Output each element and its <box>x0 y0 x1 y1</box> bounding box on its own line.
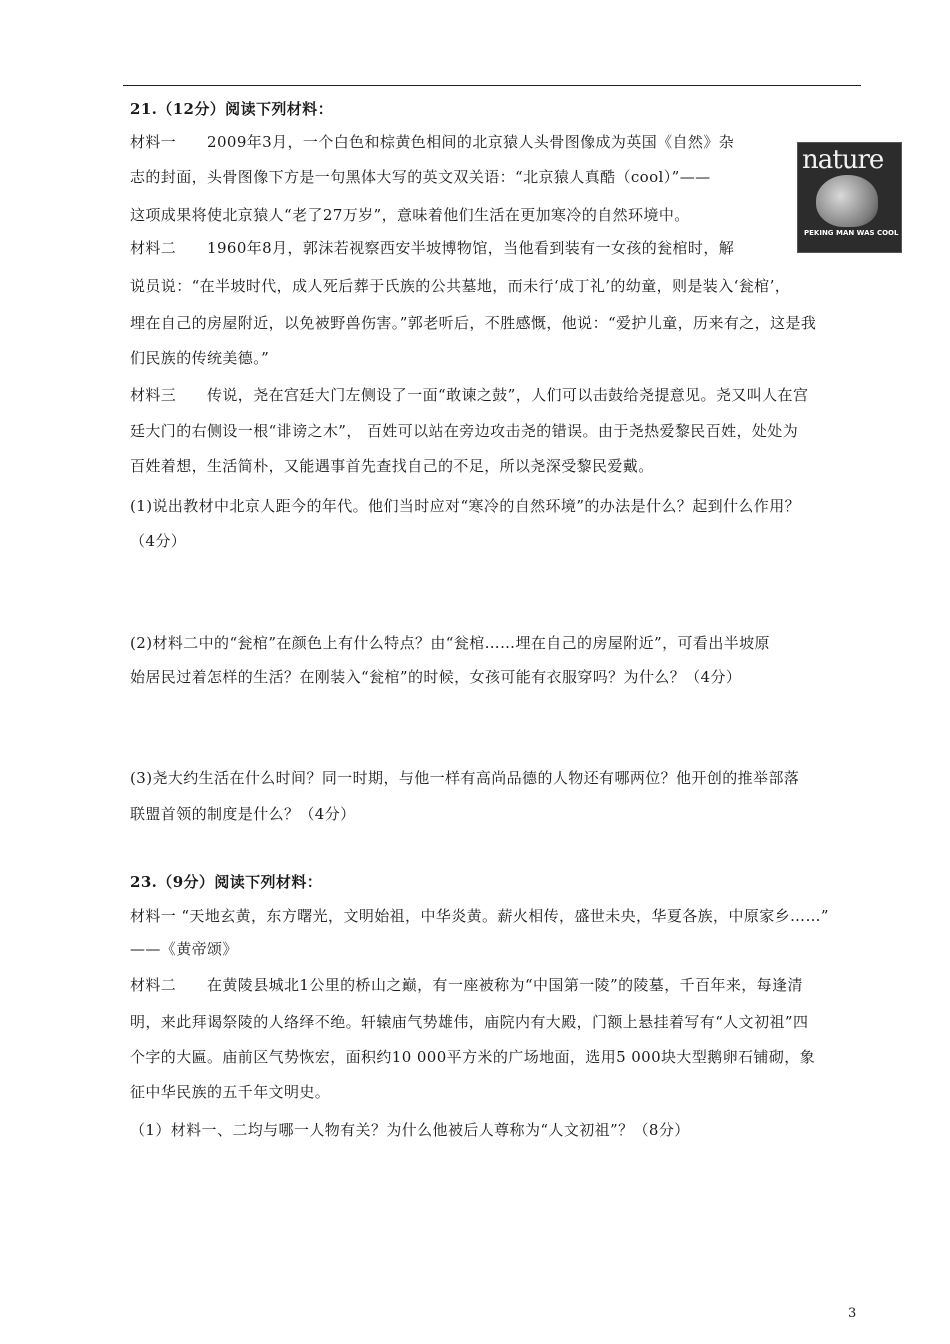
cover-strapline: PEKING MAN WAS COOL <box>804 229 899 237</box>
q21-material-line: 廷大门的右侧设一根“诽谤之木”， 百姓可以站在旁边攻击尧的错误。由于尧热爱黎民百姓，处处为 <box>130 422 799 440</box>
q23-heading: 23.（9分）阅读下列材料： <box>130 873 323 891</box>
q21-question-line: (2)材料二中的“瓮棺”在颜色上有什么特点？由“瓮棺……埋在自己的房屋附近”，可看出半坡原 <box>130 634 770 652</box>
q23-material-line: ——《黄帝颂》 <box>130 940 238 958</box>
q23-material-line: 个字的大匾。庙前区气势恢宏，面积约10 000平方米的广场地面，选用5 000块大型鹅卵石铺砌，象 <box>130 1048 816 1066</box>
q21-material-line: 说员说：“在半坡时代，成人死后葬于氏族的公共墓地，而未行‘成丁礼’的幼童，则是装入‘瓮棺’， <box>130 277 791 295</box>
q21-material-line: 们民族的传统美德。” <box>130 349 270 367</box>
q23-material-line: 材料二 在黄陵县城北1公里的桥山之巅，有一座被称为“中国第一陵”的陵墓，千百年来，每逢清 <box>130 976 803 994</box>
q21-heading: 21.（12分）阅读下列材料： <box>130 100 333 118</box>
nature-magazine-cover-image <box>797 142 902 253</box>
q23-question-line: （1）材料一、二均与哪一人物有关？为什么他被后人尊称为“人文初祖”？（8分） <box>130 1121 690 1139</box>
q23-material-line: 材料一 “天地玄黄，东方曙光，文明始祖，中华炎黄。薪火相传，盛世未央，华夏各族，中原家乡……” <box>130 907 829 925</box>
q21-material-line: 材料三 传说，尧在宫廷大门左侧设了一面“敢谏之鼓”，人们可以击鼓给尧提意见。尧又叫人在宫 <box>130 386 809 404</box>
q21-material-line: 这项成果将使北京猿人“老了27万岁”，意味着他们生活在更加寒冷的自然环境中。 <box>130 206 690 224</box>
q23-material-line: 征中华民族的五千年文明史。 <box>130 1083 331 1101</box>
q21-question-line: （4分） <box>130 532 187 550</box>
q21-question-line: 始居民过着怎样的生活？在刚装入“瓮棺”的时候，女孩可能有衣服穿吗？为什么？（4分） <box>130 668 742 686</box>
cover-masthead: nature <box>802 145 884 175</box>
page-number: 3 <box>848 1306 857 1321</box>
skull-illustration <box>816 175 878 227</box>
q21-material-line: 志的封面，头骨图像下方是一句黑体大写的英文双关语：“北京猿人真酷（cool）”—— <box>130 168 711 186</box>
q21-question-line: (1)说出教材中北京人距今的年代。他们当时应对“寒冷的自然环境”的办法是什么？起到什么作用？ <box>130 497 800 515</box>
q21-question-line: 联盟首领的制度是什么？（4分） <box>130 805 356 823</box>
q21-question-line: (3)尧大约生活在什么时间？同一时期，与他一样有高尚品德的人物还有哪两位？他开创的推举部落 <box>130 769 800 787</box>
q21-material-line: 材料二 1960年8月，郭沫若视察西安半坡博物馆，当他看到装有一女孩的瓮棺时，解 <box>130 239 735 257</box>
q23-material-line: 明，来此拜谒祭陵的人络绎不绝。轩辕庙气势雄伟，庙院内有大殿，门额上悬挂着写有“人文初祖”四 <box>130 1013 809 1031</box>
q21-material-line: 材料一 2009年3月，一个白色和棕黄色相间的北京猿人头骨图像成为英国《自然》杂 <box>130 133 735 151</box>
q21-material-line: 百姓着想，生活简朴，又能遇事首先查找自己的不足，所以尧深受黎民爱戴。 <box>130 457 654 475</box>
q21-material-line: 埋在自己的房屋附近，以免被野兽伤害。”郭老听后，不胜感慨，他说：“爱护儿童，历来有之，这是我 <box>130 314 817 332</box>
header-rule <box>123 85 861 86</box>
